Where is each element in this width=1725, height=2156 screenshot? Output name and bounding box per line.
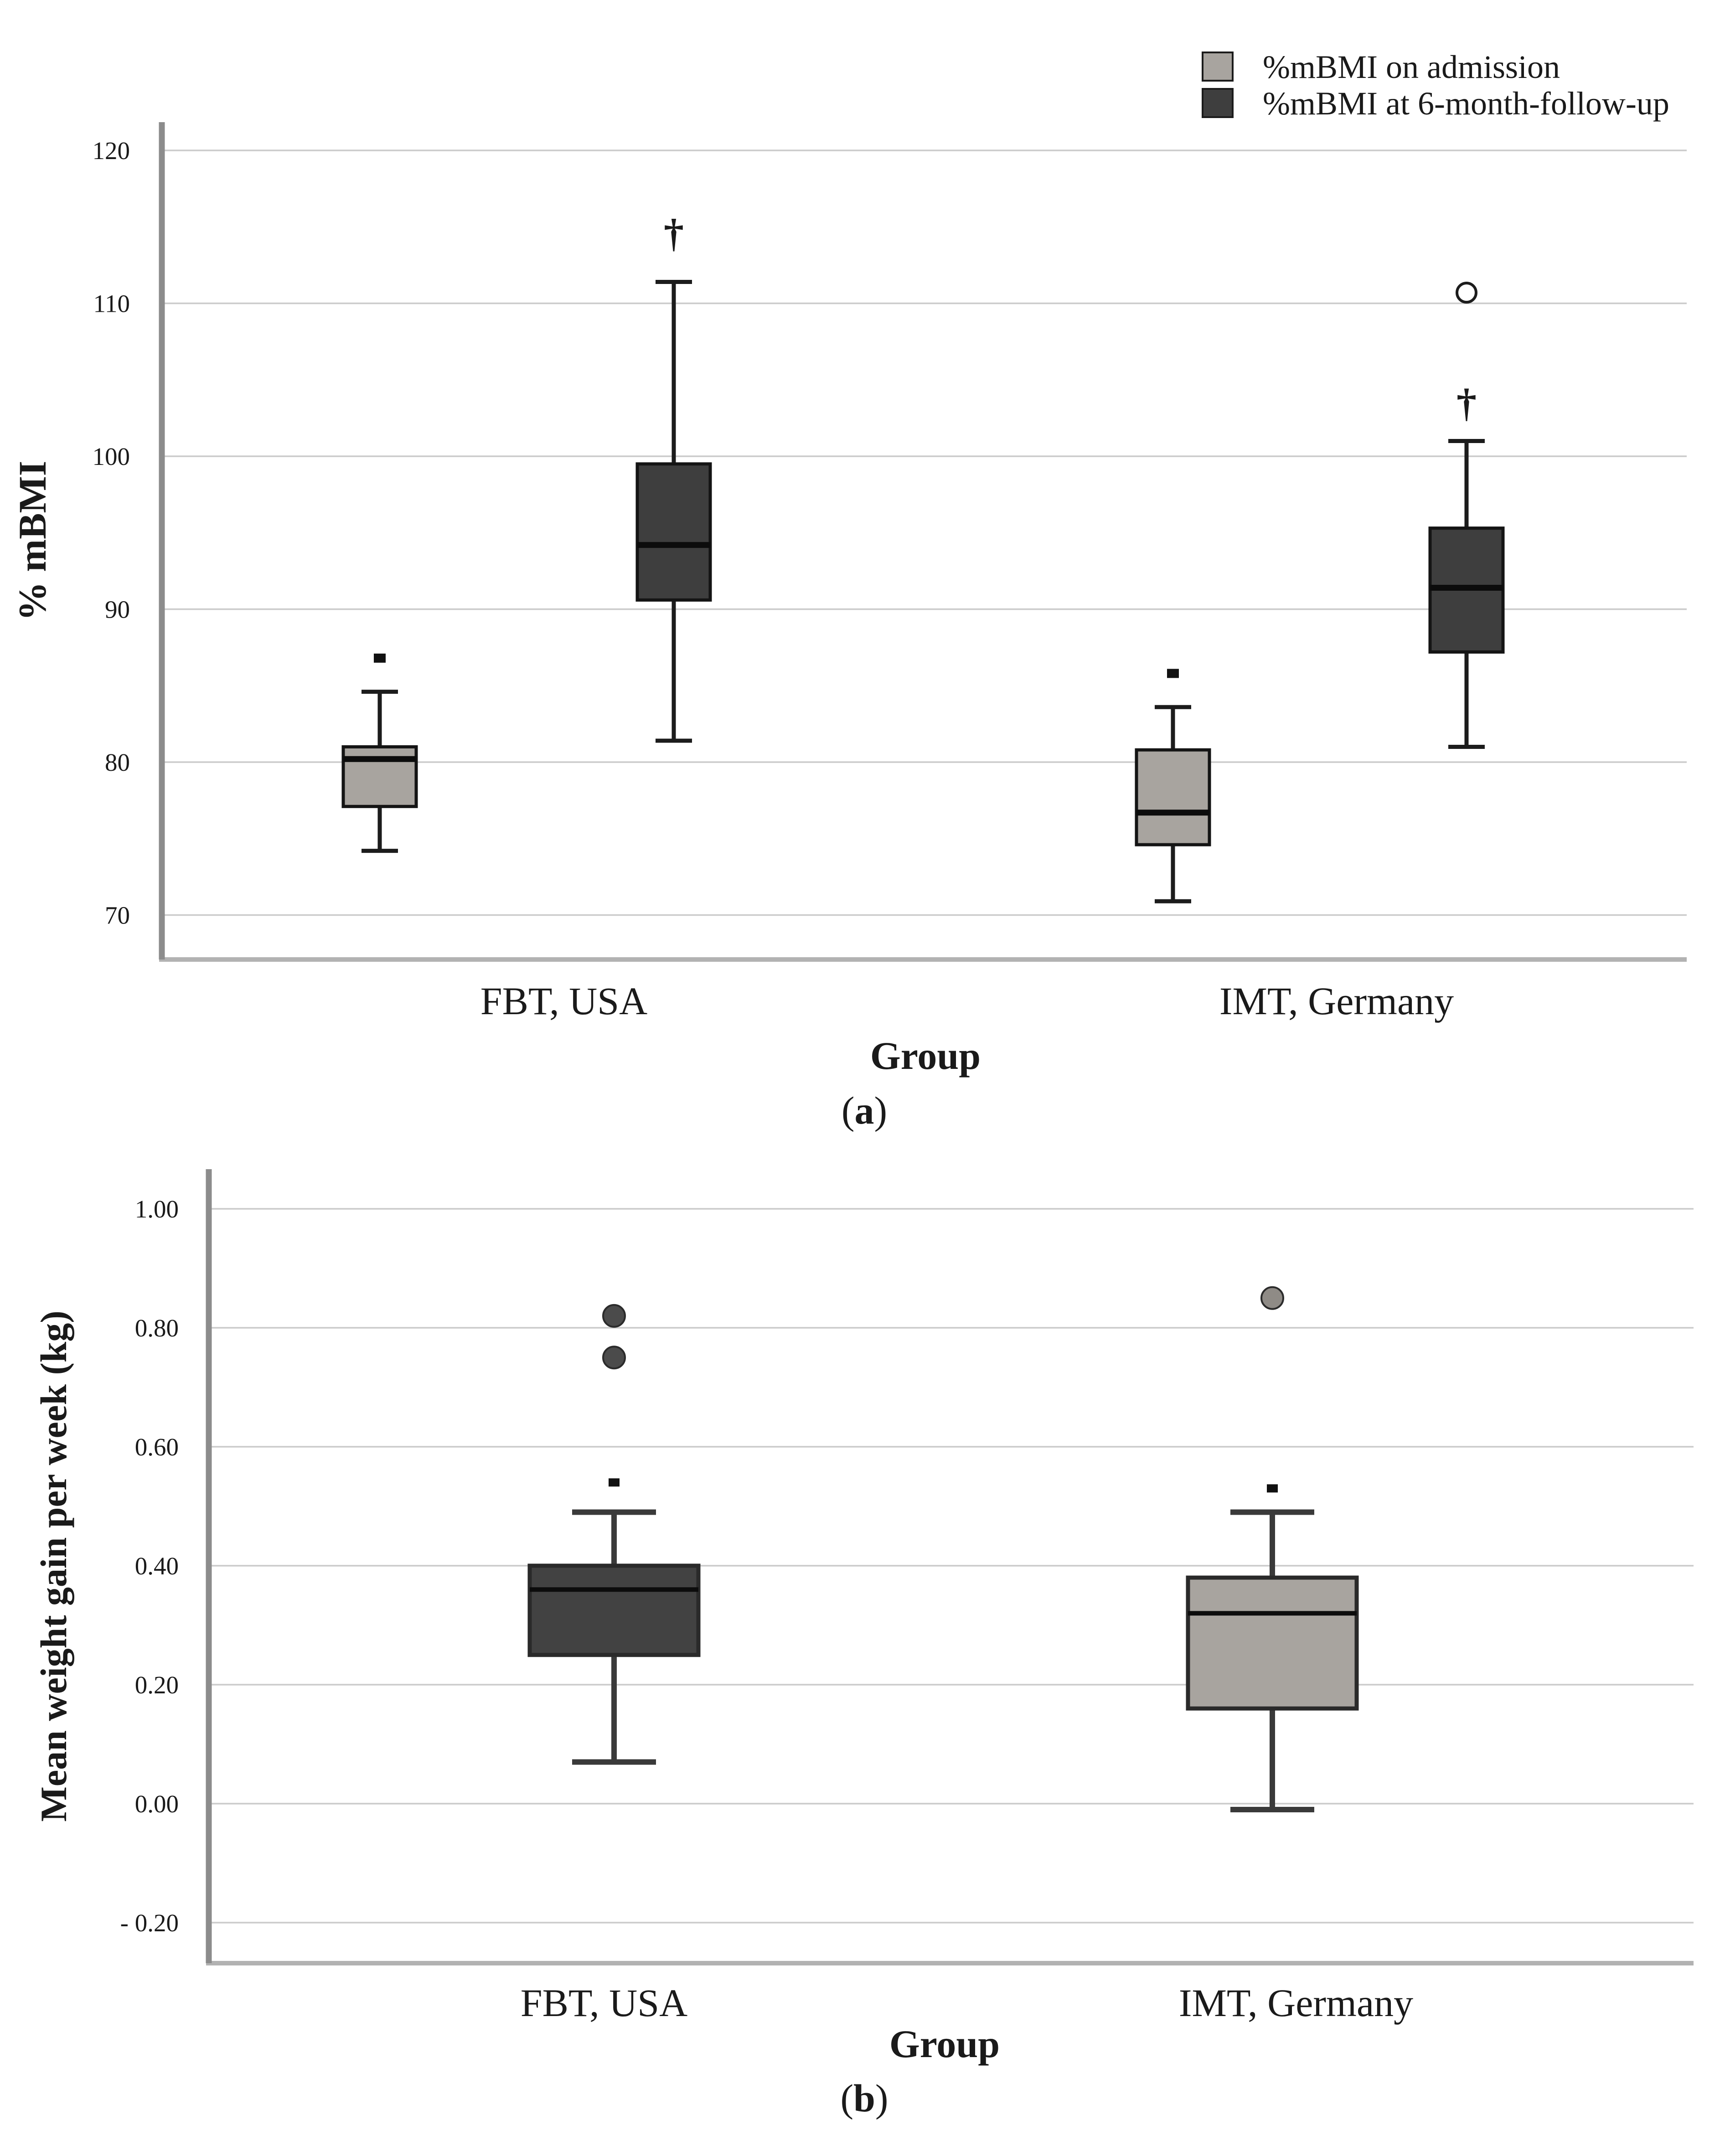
- legend: [1203, 49, 1669, 122]
- iqr-box: [637, 464, 710, 600]
- panel-caption: (b): [840, 2076, 888, 2120]
- y-tick-label: 1.00: [134, 1195, 179, 1223]
- panel-b-boxplot-weight-gain: [0, 1167, 1725, 2156]
- iqr-box: [1136, 750, 1209, 845]
- panel-caption: (a): [841, 1088, 888, 1132]
- y-tick-label: 0.00: [134, 1790, 179, 1818]
- category-label: FBT, USA: [480, 979, 648, 1023]
- legend-swatch: [1203, 52, 1233, 81]
- y-tick-label: 0.60: [134, 1433, 179, 1461]
- outlier-square: [374, 654, 386, 663]
- y-tick-label: 90: [105, 595, 130, 624]
- box-whisker-group: [1188, 1287, 1357, 1810]
- category-label: IMT, Germany: [1219, 979, 1454, 1023]
- y-tick-label: 70: [105, 901, 130, 929]
- box-whisker-group: [637, 211, 710, 741]
- y-tick-label: - 0.20: [120, 1909, 179, 1937]
- y-tick-label: 0.40: [134, 1552, 179, 1580]
- x-axis-title: Group: [889, 2022, 1000, 2066]
- category-label: FBT, USA: [520, 1981, 688, 2025]
- y-tick-label: 110: [93, 289, 130, 318]
- significance-dagger: †: [664, 211, 684, 256]
- box-whisker-group: [1430, 283, 1503, 747]
- outlier-square: [609, 1478, 620, 1486]
- outlier-square: [1167, 669, 1179, 678]
- y-tick-label: 0.80: [134, 1314, 179, 1342]
- outlier-circle: [603, 1346, 625, 1368]
- legend-swatch: [1203, 89, 1233, 117]
- legend-label: %mBMI at 6-month-follow-up: [1263, 85, 1669, 122]
- x-axis-title: Group: [870, 1034, 981, 1078]
- outlier-open-circle: [1457, 283, 1476, 302]
- iqr-box: [1188, 1578, 1357, 1708]
- outlier-square: [1267, 1484, 1278, 1492]
- significance-dagger: †: [1456, 381, 1477, 426]
- y-tick-label: 0.20: [134, 1671, 179, 1699]
- iqr-box: [343, 747, 416, 806]
- box-whisker-group: [530, 1305, 698, 1762]
- y-tick-label: 100: [92, 443, 130, 470]
- legend-label: %mBMI on admission: [1263, 49, 1560, 85]
- category-label: IMT, Germany: [1178, 1981, 1414, 2025]
- y-tick-label: 80: [105, 748, 130, 776]
- outlier-circle: [603, 1305, 625, 1327]
- y-axis-title: Mean weight gain per week (kg): [33, 1310, 74, 1822]
- y-tick-label: 120: [92, 137, 130, 165]
- box-whisker-group: [1136, 669, 1209, 901]
- iqr-box: [530, 1566, 698, 1655]
- box-whisker-group: [343, 654, 416, 851]
- y-axis-title: % mBMI: [10, 460, 54, 621]
- outlier-circle: [1261, 1287, 1283, 1309]
